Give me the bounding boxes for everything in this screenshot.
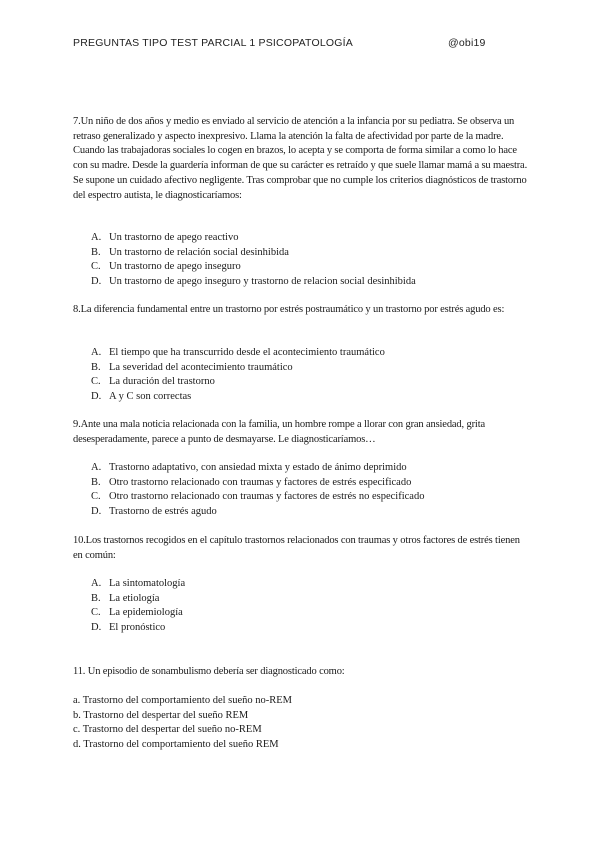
option-b: B. La etiología — [91, 592, 160, 604]
option-d: d. Trastorno del comportamiento del sueño REM — [73, 739, 279, 751]
option-b: B. Un trastorno de relación social desinhibida — [91, 246, 289, 258]
option-c: C. La epidemiología — [91, 607, 183, 619]
option-b: B. La severidad del acontecimiento traumático — [91, 361, 293, 373]
question-9 — [73, 418, 528, 447]
option-d: D. A y C son correctas — [91, 391, 192, 403]
question-9-text: 9.Ante una mala noticia relacionada con la familia, un hombre rompe a llorar con gran ansiedad, grita desesperadamente, parece a punto de desmayarse. Le diagnosticaríamos… — [73, 419, 485, 445]
option-c: C. Otro trastorno relacionado con traumas y factores de estrés no especificado — [91, 491, 425, 503]
option-a: a. Trastorno del comportamiento del sueño no-REM — [73, 695, 293, 706]
option-d: D. Trastorno de estrés agudo — [91, 506, 217, 518]
question-10-text: 10.Los trastornos recogidos en el capítulo trastornos relacionados con traumas y otros factores de estrés tienen en común: — [73, 535, 520, 561]
option-d: D. El pronóstico — [91, 622, 166, 634]
option-a: A. Trastorno adaptativo, con ansiedad mixta y estado de ánimo deprimido — [91, 462, 407, 473]
option-b: B. Otro trastorno relacionado con traumas y factores de estrés especificado — [91, 476, 412, 488]
option-a: A. El tiempo que ha transcurrido desde el acontecimiento traumático — [91, 347, 385, 358]
question-9-options — [91, 461, 424, 520]
option-c: C. La duración del trastorno — [91, 376, 215, 388]
question-11-options — [73, 694, 292, 753]
question-7-options — [91, 231, 416, 290]
option-c: C. Un trastorno de apego inseguro — [91, 261, 241, 273]
option-a: A. La sintomatología — [91, 578, 186, 589]
option-b: b. Trastorno del despertar del sueño REM — [73, 709, 249, 721]
option-c: c. Trastorno del despertar del sueño no-REM — [73, 724, 262, 736]
header-author-handle: @obi19 — [448, 37, 486, 49]
question-11 — [73, 665, 528, 680]
page-header — [73, 37, 493, 49]
option-a: A. Un trastorno de apego reactivo — [91, 232, 239, 243]
question-11-text: 11. Un episodio de sonambulismo debería ser diagnosticado como: — [73, 666, 345, 677]
question-10 — [73, 534, 528, 563]
header-title: PREGUNTAS TIPO TEST PARCIAL 1 PSICOPATOLOGÍA — [73, 37, 353, 49]
option-d: D. Un trastorno de apego inseguro y trastorno de relacion social desinhibida — [91, 276, 416, 288]
question-8-options — [91, 346, 385, 405]
question-8 — [73, 303, 528, 318]
question-10-options — [91, 577, 185, 636]
question-8-text: 8.La diferencia fundamental entre un trastorno por estrés postraumático y un trastorno por estrés agudo es: — [73, 304, 505, 315]
question-7 — [73, 115, 528, 203]
question-7-text: 7.Un niño de dos años y medio es enviado al servicio de atención a la infancia por su pediatra. Se observa un retraso generalizado y aspecto inexpresivo. Llama la atención la falta de afectividad por parte de la madre. Cuando las trabajadoras sociales lo cogen en brazos, lo acepta y se comporta de forma similar a como lo hace con su madre. Desde la guardería informan de que su carácter es retraído y que suele llamar mamá a su maestra. Se supone un cuidado afectivo negligente. Tras comprobar que no cumple los criterios diagnósticos de trastorno del espectro autista, le diagnosticaríamos: — [73, 116, 528, 201]
